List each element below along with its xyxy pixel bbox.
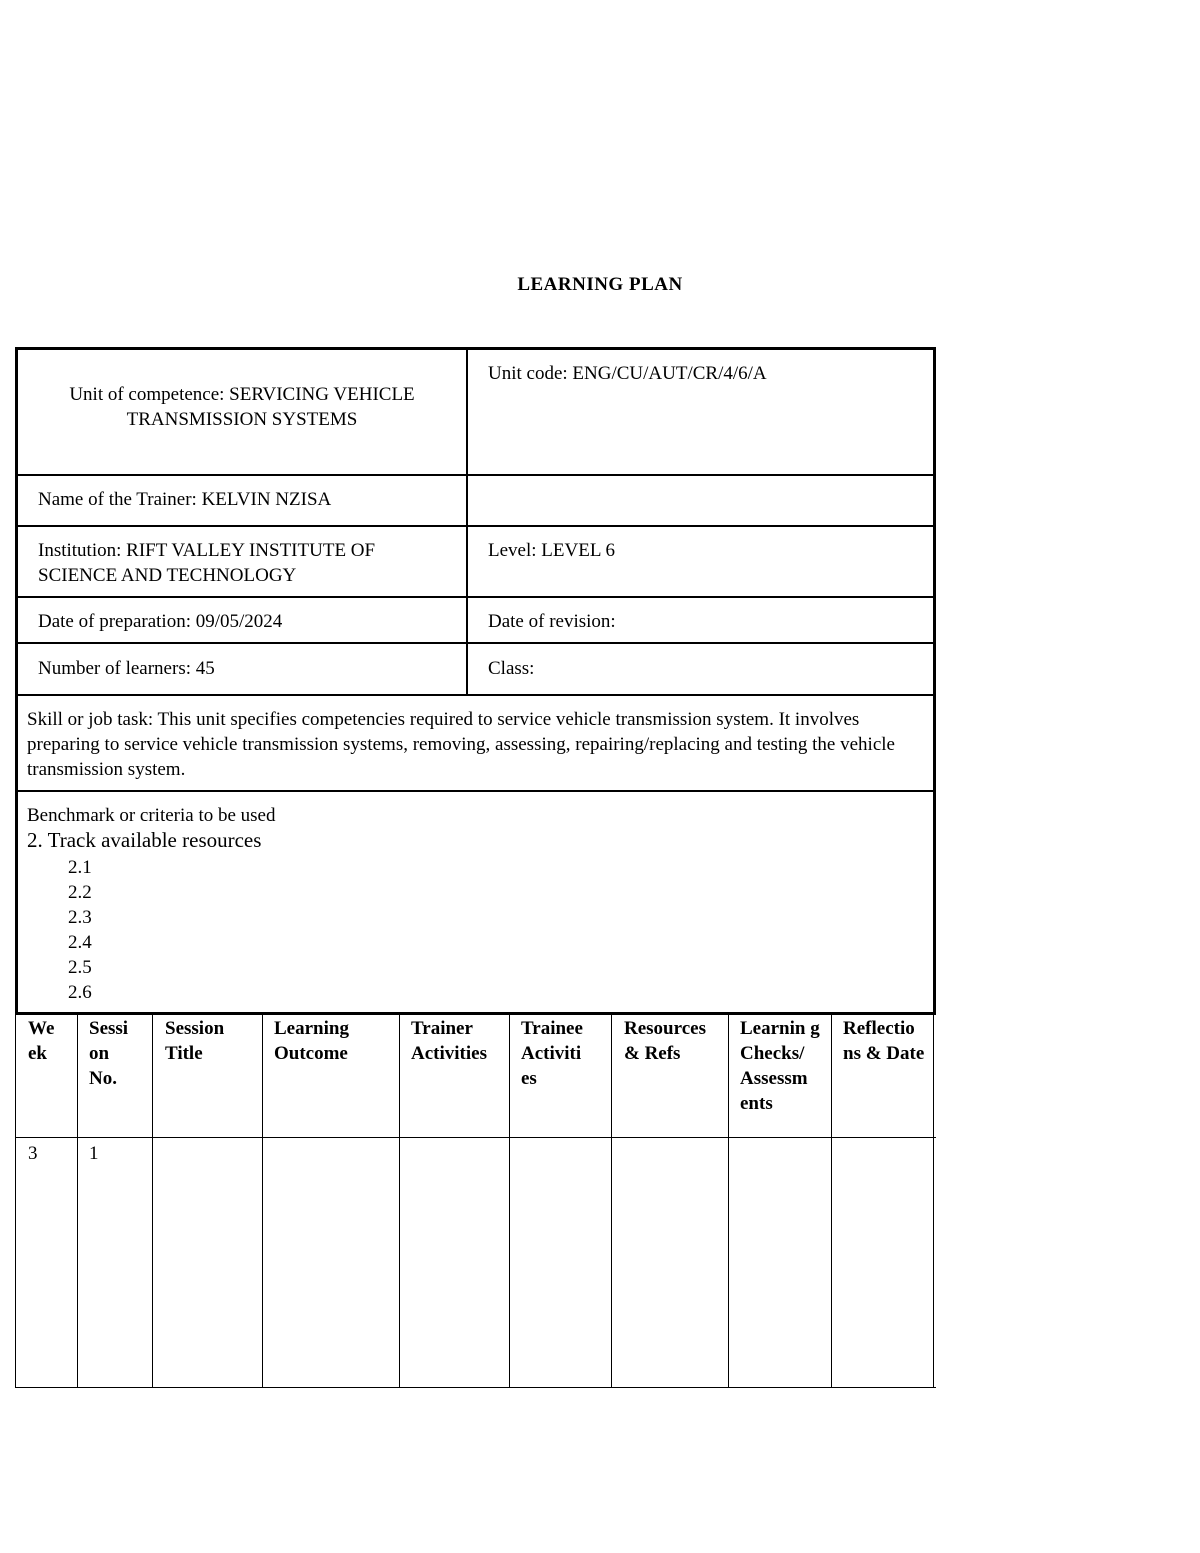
number-of-learners: Number of learners: 45: [38, 658, 215, 679]
benchmark-subitem: 2.1: [68, 857, 92, 878]
benchmark-heading: Benchmark or criteria to be used: [27, 805, 276, 826]
benchmark-subitem: 2.6: [68, 982, 92, 1003]
page-title: LEARNING PLAN: [517, 274, 683, 295]
benchmark-item: 2. Track available resources: [27, 828, 262, 852]
header-reflections-date: Reflectio ns & Date: [843, 1018, 925, 1064]
header-week: We ek: [28, 1018, 55, 1064]
benchmark-subitem: 2.4: [68, 932, 92, 953]
header-session-no: Sessi on No.: [89, 1018, 129, 1089]
trainer-name: Name of the Trainer: KELVIN NZISA: [38, 489, 332, 510]
unit-code: Unit code: ENG/CU/AUT/CR/4/6/A: [488, 363, 767, 384]
institution: Institution: RIFT VALLEY INSTITUTE OF SCIENCE AND TECHNOLOGY: [38, 540, 376, 586]
benchmark-subitem: 2.3: [68, 907, 92, 928]
header-resources-refs: Resources & Refs: [624, 1018, 706, 1064]
benchmark-subitems: [68, 855, 92, 1005]
unit-of-competence: Unit of competence: SERVICING VEHICLE TRANSMISSION SYSTEMS: [69, 384, 415, 430]
date-of-revision: Date of revision:: [488, 611, 616, 632]
class: Class:: [488, 658, 535, 679]
header-trainee-activities: Trainee Activiti es: [521, 1018, 583, 1089]
skill-or-job-task: Skill or job task: This unit specifies competencies required to service vehicle transmission system. It involves preparing to service vehicle transmission systems, removing, assessing, repairing/replacing and testing the vehicle transmission system.: [27, 709, 895, 780]
table-cell-week: 3: [28, 1143, 38, 1164]
table-cell-session-no: 1: [89, 1143, 99, 1164]
header-learning-checks: Learnin g Checks/ Assessm ents: [740, 1018, 820, 1114]
benchmark-subitem: 2.2: [68, 882, 92, 903]
header-session-title: Session Title: [165, 1018, 225, 1064]
date-of-preparation: Date of preparation: 09/05/2024: [38, 611, 283, 632]
level: Level: LEVEL 6: [488, 540, 615, 561]
header-learning-outcome: Learning Outcome: [274, 1018, 349, 1064]
benchmark-subitem: 2.5: [68, 957, 92, 978]
header-trainer-activities: Trainer Activities: [411, 1018, 487, 1064]
